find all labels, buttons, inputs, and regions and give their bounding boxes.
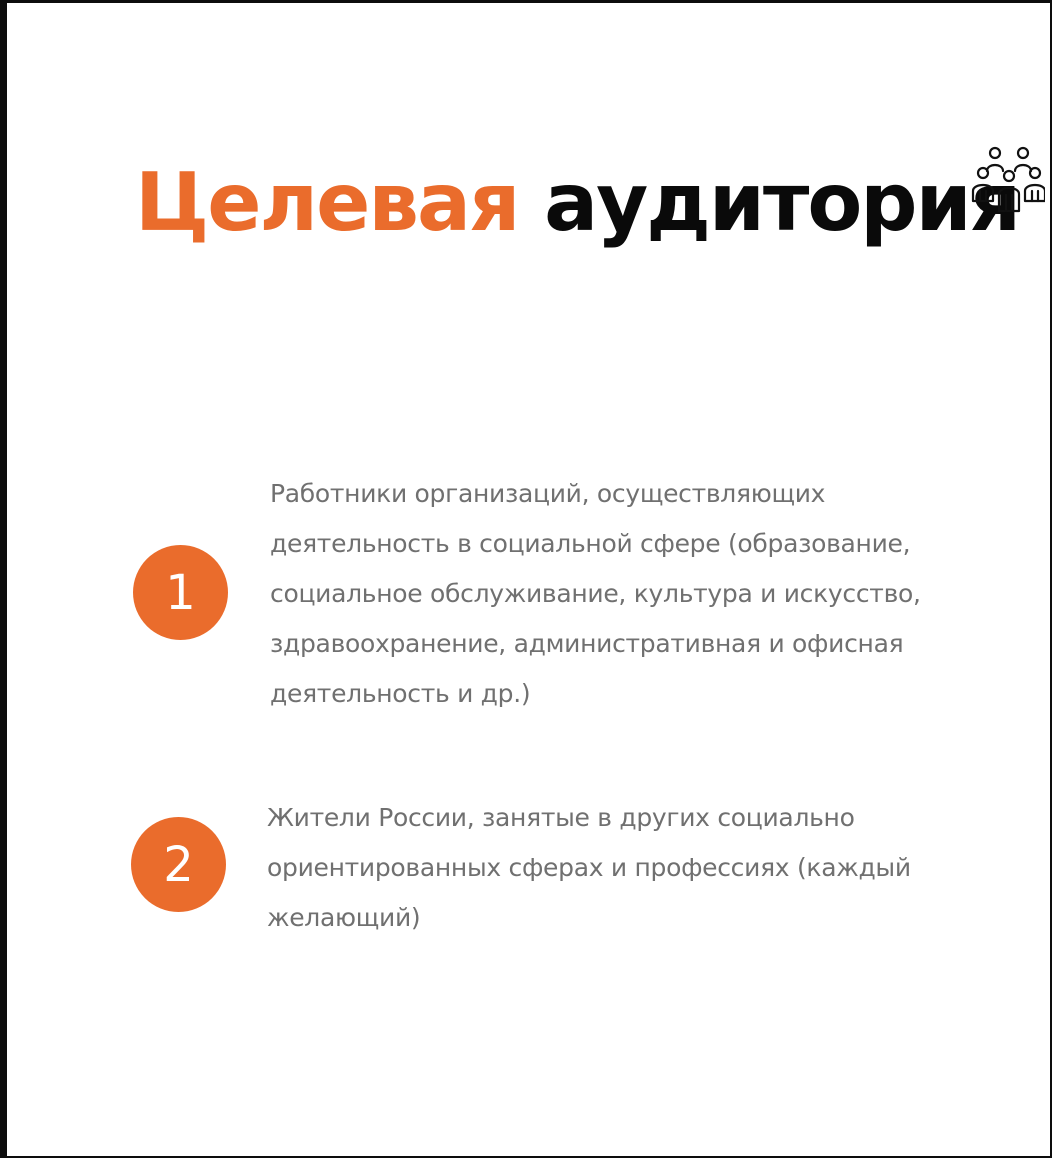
title-accent-word: Целевая xyxy=(135,156,519,249)
slide xyxy=(7,3,1050,1156)
number-badge: 1 xyxy=(133,545,228,640)
audience-item-text: Жители России, занятые в других социально ориентированных сферах и профессиях (каждый желающий) xyxy=(267,803,911,932)
title-main-word: аудитория xyxy=(544,156,1019,249)
page-title xyxy=(135,153,1019,253)
number-badge: 2 xyxy=(131,817,226,912)
people-group-icon xyxy=(969,143,1045,215)
audience-item-text: Работники организаций, осуществляющих деятельность в социальной сфере (образование, социальное обслуживание, культура и искусство, здравоохранение, административная и офисная деятельность и др.) xyxy=(270,479,921,708)
